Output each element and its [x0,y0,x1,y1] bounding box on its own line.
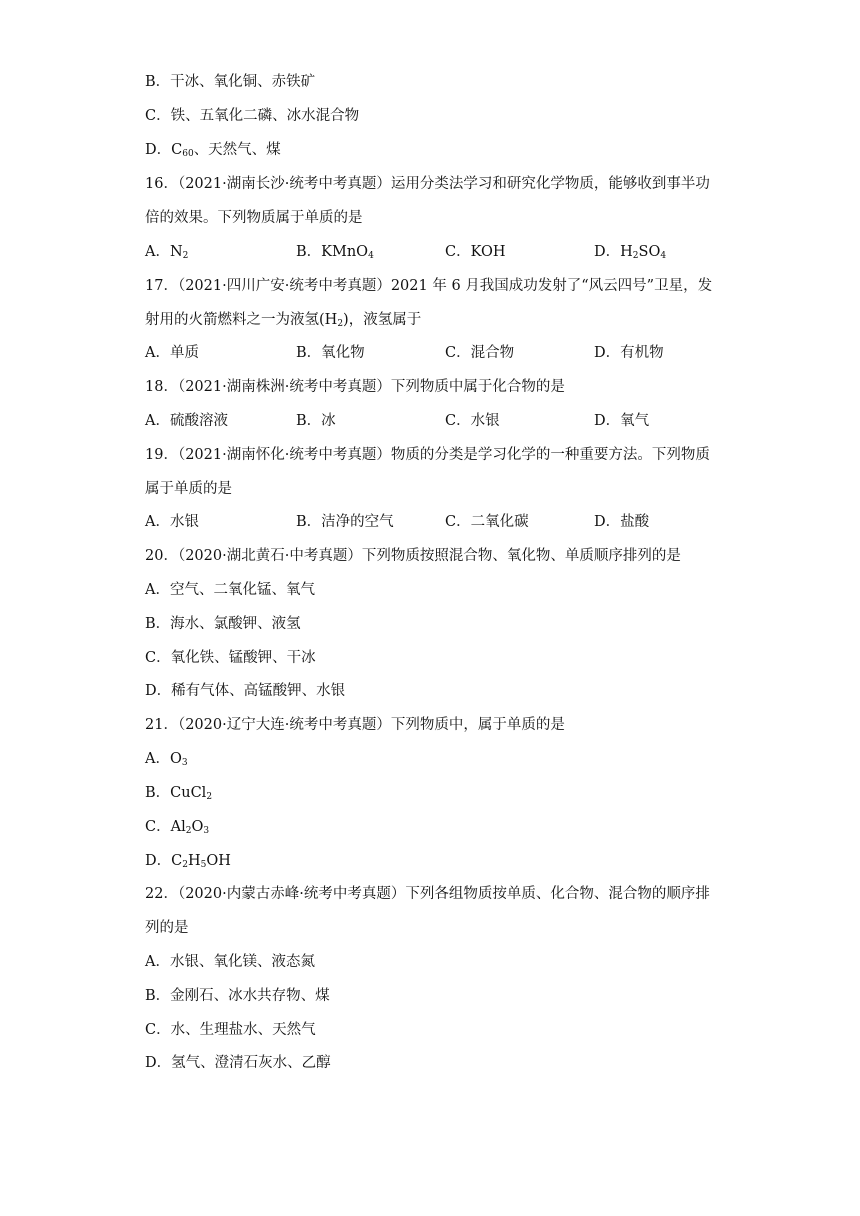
q18-option-b: B．冰 [296,413,336,429]
q19-option-a: A．水银 [145,514,199,530]
q21-option-a: A．$O_3$ [145,751,188,768]
q21-stem: 21．（2020·辽宁大连·统考中考真题）下列物质中，属于单质的是 [145,717,565,733]
q19-option-c: C．二氧化碳 [445,514,529,530]
q22-option-b: B．金刚石、冰水共存物、煤 [145,988,330,1004]
q19-option-b: B．洁净的空气 [296,514,394,530]
q15-option-d: D．$C_{60}$、天然气、煤 [145,142,281,159]
q18-stem: 18．（2021·湖南株洲·统考中考真题）下列物质中属于化合物的是 [145,379,565,395]
q17-stem-line1: 17．（2021·四川广安·统考中考真题）2021 年 6 月我国成功发射了“风云四号”卫星，发 [145,278,713,294]
q18-option-d: D．氧气 [594,413,650,429]
q20-stem: 20．（2020·湖北黄石·中考真题）下列物质按照混合物、氧化物、单质顺序排列的是 [145,548,681,564]
q16-stem-line1: 16．（2021·湖南长沙·统考中考真题）运用分类法学习和研究化学物质，能够收到事半功 [145,176,710,192]
q18-option-a: A．硫酸溶液 [145,413,228,429]
q22-stem-line1: 22．（2020·内蒙古赤峰·统考中考真题）下列各组物质按单质、化合物、混合物的顺序排 [145,886,710,902]
q16-stem-line2: 倍的效果。下列物质属于单质的是 [145,210,363,226]
q19-stem-line1: 19．（2021·湖南怀化·统考中考真题）物质的分类是学习化学的一种重要方法。下列物质 [145,447,710,463]
q16-option-a: A．$N_2$ [145,244,189,261]
q20-option-d: D．稀有气体、高锰酸钾、水银 [145,683,346,699]
q15-option-b: B．干冰、氧化铜、赤铁矿 [145,74,316,90]
q16-option-d: D．$H_2SO_4$ [594,244,667,261]
q16-option-b: B．KMnO$_4$ [296,244,374,261]
q21-option-b: B．CuCl$_2$ [145,785,213,802]
q20-option-c: C．氧化铁、锰酸钾、干冰 [145,650,316,666]
q22-stem-line2: 列的是 [145,920,189,936]
q22-option-d: D．氢气、澄清石灰水、乙醇 [145,1055,331,1071]
q21-option-d: D．$C_2H_5OH$ [145,853,231,870]
q17-option-a: A．单质 [145,345,199,361]
q20-option-b: B．海水、氯酸钾、液氢 [145,616,301,632]
q22-option-c: C．水、生理盐水、天然气 [145,1022,316,1038]
q19-stem-line2: 属于单质的是 [145,481,232,497]
q15-option-c: C．铁、五氧化二磷、冰水混合物 [145,108,360,124]
q17-option-b: B．氧化物 [296,345,365,361]
q20-option-a: A．空气、二氧化锰、氧气 [145,582,315,598]
q17-option-c: C．混合物 [445,345,515,361]
q18-option-c: C．水银 [445,413,500,429]
q17-option-d: D．有机物 [594,345,664,361]
q21-option-c: C．$Al_2O_3$ [145,819,210,836]
q17-stem-line2: 射用的火箭燃料之一为液氢$(H_2)$，液氢属于 [145,312,422,329]
q16-option-c: C．KOH [445,244,506,260]
q19-option-d: D．盐酸 [594,514,650,530]
q22-option-a: A．水银、氧化镁、液态氮 [145,954,315,970]
